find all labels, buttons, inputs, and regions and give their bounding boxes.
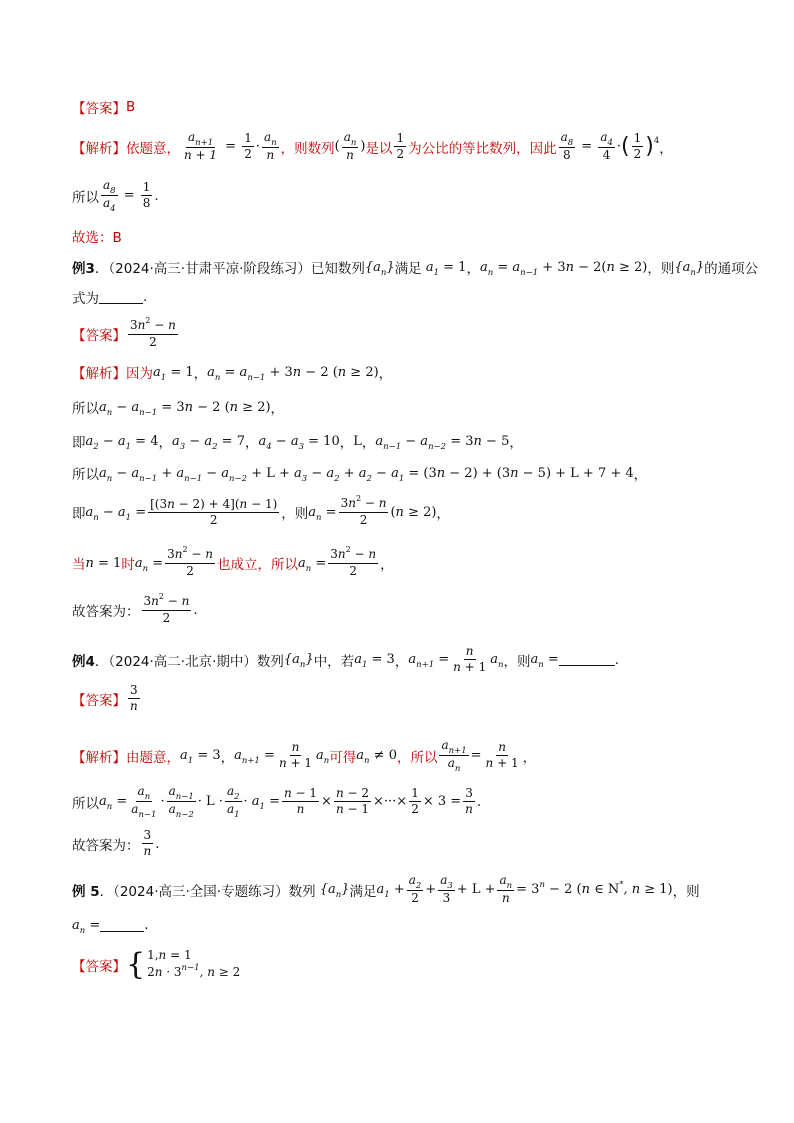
example-5-line-2: $a_n$ = . (72, 917, 149, 936)
math-fraction: $\frac{n}{n + 1}$ (278, 740, 313, 770)
math-fraction: $\frac{a_8}{8}$ (560, 130, 574, 162)
example-3-line-2: 式为 . (72, 289, 148, 307)
answer-blank (100, 919, 144, 932)
math-expression: = (221, 139, 241, 154)
math-fraction: $\frac{n - 1}{n}$ (283, 786, 318, 816)
analysis-text: ，所以 (396, 749, 438, 766)
piecewise-formula: 1,n = 1 $2n \cdot 3^{n-1}$, n ≥ 2 (147, 948, 241, 979)
analysis-text: 所以 (72, 795, 99, 812)
question-text: 式为 (72, 291, 99, 307)
analysis-text: 即 (72, 506, 86, 522)
analysis-text: 所以 (72, 467, 99, 483)
example-4-source: ．（2024·高二·北京·期中）数列 (94, 653, 284, 670)
answer-label: 【答案】 (72, 692, 126, 709)
so-text: 所以 (72, 189, 99, 206)
answer-label: 【答案】 (72, 101, 126, 117)
example-3-line-1: 例3 ．（2024·高三·甘肃平凉·阶段练习）已知数列 $\{a_n\}$ 满足 $a_1 = 1$ ， $a_n = a_{n-1} + 3n - 2(n \ge 2)$ ，则 $\{a_n\}$ 的通项公 (72, 257, 758, 277)
so-line: 所以 $\frac{a_8}{a_4}$ = $\frac{1}{8}$ . (72, 178, 159, 214)
example-4-line-1: 例4 ．（2024·高二·北京·期中）数列 $\{a_n\}$ 中，若 $a_1 = 3$ ， $a_{n+1}$ = $\frac{n}{n + 1}$ $a_n$ ，则 $a_n$ = . (72, 644, 620, 674)
math-fraction: $\frac{a_n}{n}$ (499, 873, 513, 905)
analysis-text: 依题意， (126, 140, 180, 157)
analysis-text: 所以 (72, 401, 99, 417)
example-5-source: ．（2024·高三·全国·专题练习）数列 (99, 883, 316, 900)
analysis-line-1: 【解析】 依题意， $\frac{a_{n+1}}{n + 1}$ = $\frac{1}{2}$ · $\frac{a_n}{n}$ ，则数列 ( $\frac{a_n}{n}$ ) 是以 $\frac{1}{2}$ 为公比的等比数列，因此 $\frac{a_8}{8}$ = $\frac{a_4}{4}$ · ( $\frac{1}{2}$ ) 4 ， (72, 130, 673, 162)
choice-text: 故选：B (72, 230, 122, 246)
math-fraction: $\frac{3n^2 - n}{2}$ (340, 494, 387, 527)
question-text: 满足 (394, 261, 422, 277)
example-4-step-1: 【解析】 由题意， $a_1 = 3$ ， $a_{n+1}$ = $\frac{n}{n + 1}$ $a_n$ 可得 $a_n \ne 0$ ，所以 $\frac{a_{n+1}}{a_n}$ = $\frac{n}{n + 1}$ ， (72, 738, 537, 774)
example-4-final: 故答案为： $\frac{3}{n}$ . (72, 828, 160, 858)
math-fraction: $\frac{n}{n + 1}$ (453, 644, 487, 674)
analysis-text: 故答案为： (72, 604, 140, 620)
math-fraction: $\frac{a_n}{n}$ (264, 130, 277, 162)
example-3-answer (72, 318, 180, 350)
question-text: 的通项公 (704, 261, 759, 277)
math-fraction: $\frac{1}{2}$ (633, 131, 642, 161)
answer-value: B (126, 99, 136, 115)
math-fraction: $\frac{1}{2}$ (411, 786, 419, 816)
question-text: ，则 (503, 653, 531, 670)
math-fraction: $\frac{3}{n}$ (465, 786, 473, 816)
answer-blank (99, 291, 143, 304)
math-fraction: $\frac{1}{8}$ (142, 180, 151, 210)
math-fraction: $\frac{a_n}{a_{n-1}}$ (131, 784, 157, 820)
example-3-step-2: 所以 $a_n - a_{n-1} = 3n - 2$ (n ≥ 2) ， (72, 397, 284, 417)
example-4-step-2: 所以 $a_n$ = $\frac{a_n}{a_{n-1}}$ · $\frac{a_{n-1}}{a_{n-2}}$ · L · $\frac{a_2}{a_1}$ · $a_1$ = $\frac{n - 1}{n}$ × $\frac{n - 2}{n - 1}$ ×···× $\frac{1}{2}$ × 3 = $\frac{3}{n}$ . (72, 784, 482, 820)
analysis-text: 由题意， (126, 749, 180, 766)
math-fraction: $\frac{a_n}{n}$ (343, 130, 357, 162)
question-text: 满足 (349, 883, 377, 900)
example-3-step-4: 所以 $a_n - a_{n-1} + a_{n-1} - a_{n-2} + L + a_3 - a_2 + a_2 - a_1 = (3n - 2) + (3n - 5) + L + 7 + 4$ ， (72, 463, 647, 483)
example-3-final: 故答案为： $\frac{3n^2 - n}{2}$ . (72, 592, 198, 625)
analysis-text: 当 (72, 557, 86, 573)
analysis-text: ，则 (281, 506, 309, 522)
math-fraction: $\frac{3n^2 - n}{2}$ (167, 545, 213, 578)
example-3-step-5: 即 $a_n - a_1$ = $\frac{[(3n - 2) + 4](n - 1)}{2}$ ，则 $a_n$ = $\frac{3n^2 - n}{2}$ (n ≥ 2) ， (72, 494, 450, 527)
math-fraction: $\frac{n - 2}{n - 1}$ (335, 786, 370, 816)
example-4-answer (72, 683, 142, 714)
math-fraction: $\frac{a_2}{a_1}$ (226, 784, 240, 820)
math-fraction: $\frac{3}{n}$ (143, 828, 152, 858)
answer-blank (559, 653, 615, 666)
question-text: 中，若 (313, 653, 355, 670)
analysis-text: ，则数列 (280, 140, 335, 157)
math-fraction: $\frac{a_8}{a_4}$ (103, 178, 116, 214)
analysis-text: 是以 (365, 140, 393, 157)
math-fraction: $\frac{3n^2 - n}{2}$ (130, 316, 176, 349)
example-5-line-1: 例 5 ．（2024·高三·全国·专题练习）数列 $\{a_n\}$ 满足 $a_1$ + $\frac{a_2}{2}$ + $\frac{a_3}{3}$ + L + $\frac{a_n}{n}$ = $3^n - 2$ (n ∈ N*, n ≥ 1) ，则 (72, 873, 700, 905)
question-text: ，则 (647, 261, 675, 277)
math-fraction: $\frac{3n^2 - n}{2}$ (330, 545, 377, 578)
math-fraction: $\frac{a_2}{2}$ (408, 873, 422, 905)
math-fraction: $\frac{a_3}{3}$ (440, 873, 453, 905)
question-text: ，则 (672, 883, 700, 900)
example-3-step-1: 【解析】 因为 $a_1 = 1$ ， $a_n = a_{n-1} + 3n - 2$ (n ≥ 2) ， (72, 362, 392, 382)
math-fraction: $\frac{1}{2}$ (396, 131, 405, 161)
example-5-label: 例 5 (72, 883, 100, 900)
math-fraction: $\frac{[(3n - 2) + 4](n - 1)}{2}$ (150, 496, 278, 527)
math-fraction: $\frac{3}{n}$ (130, 683, 138, 713)
answer-line-1 (72, 97, 135, 117)
math-fraction: $\frac{1}{2}$ (244, 131, 252, 161)
math-fraction: $\frac{a_{n+1}}{n + 1}$ (184, 130, 218, 162)
analysis-text: 可得 (329, 749, 357, 766)
analysis-label: 【解析】 (72, 366, 126, 382)
analysis-label: 【解析】 (72, 749, 126, 766)
answer-label: 【答案】 (72, 328, 126, 344)
example-3-source: ．（2024·高三·甘肃平凉·阶段练习）已知数列 (94, 261, 365, 277)
example-3-step-6: 当 n = 1 时 $a_n$ = $\frac{3n^2 - n}{2}$ 也成立，所以 $a_n$ = $\frac{3n^2 - n}{2}$ ， (72, 545, 394, 578)
choice-line (72, 226, 122, 246)
math-fraction: $\frac{n}{n + 1}$ (485, 740, 519, 770)
example-3-step-3: 即 $a_2 - a_1 = 4$ ， $a_3 - a_2 = 7$ ， $a_4 - a_3 = 10$ ， L ， $a_{n-1} - a_{n-2} = 3n - 5$ ， (72, 431, 523, 451)
analysis-text: 即 (72, 435, 86, 451)
analysis-text: 为公比的等比数列，因此 (408, 140, 557, 157)
example-5-answer: 【答案】 { 1,n = 1 $2n \cdot 3^{n-1}$, n ≥ 2 (72, 947, 241, 982)
analysis-text: 故答案为： (72, 837, 140, 854)
example-4-label: 例4 (72, 653, 95, 670)
math-fraction: $\frac{3n^2 - n}{2}$ (143, 592, 190, 625)
math-fraction: $\frac{a_{n-1}}{a_{n-2}}$ (168, 784, 194, 820)
analysis-text: 也成立，所以 (216, 557, 298, 573)
analysis-label: 【解析】 (72, 140, 126, 157)
analysis-text: 因为 (126, 366, 153, 382)
math-fraction: $\frac{a_{n+1}}{a_n}$ (441, 738, 467, 774)
example-3-label: 例3 (72, 261, 95, 277)
math-fraction: $\frac{a_4}{4}$ (600, 130, 613, 162)
answer-label: 【答案】 (72, 959, 126, 975)
